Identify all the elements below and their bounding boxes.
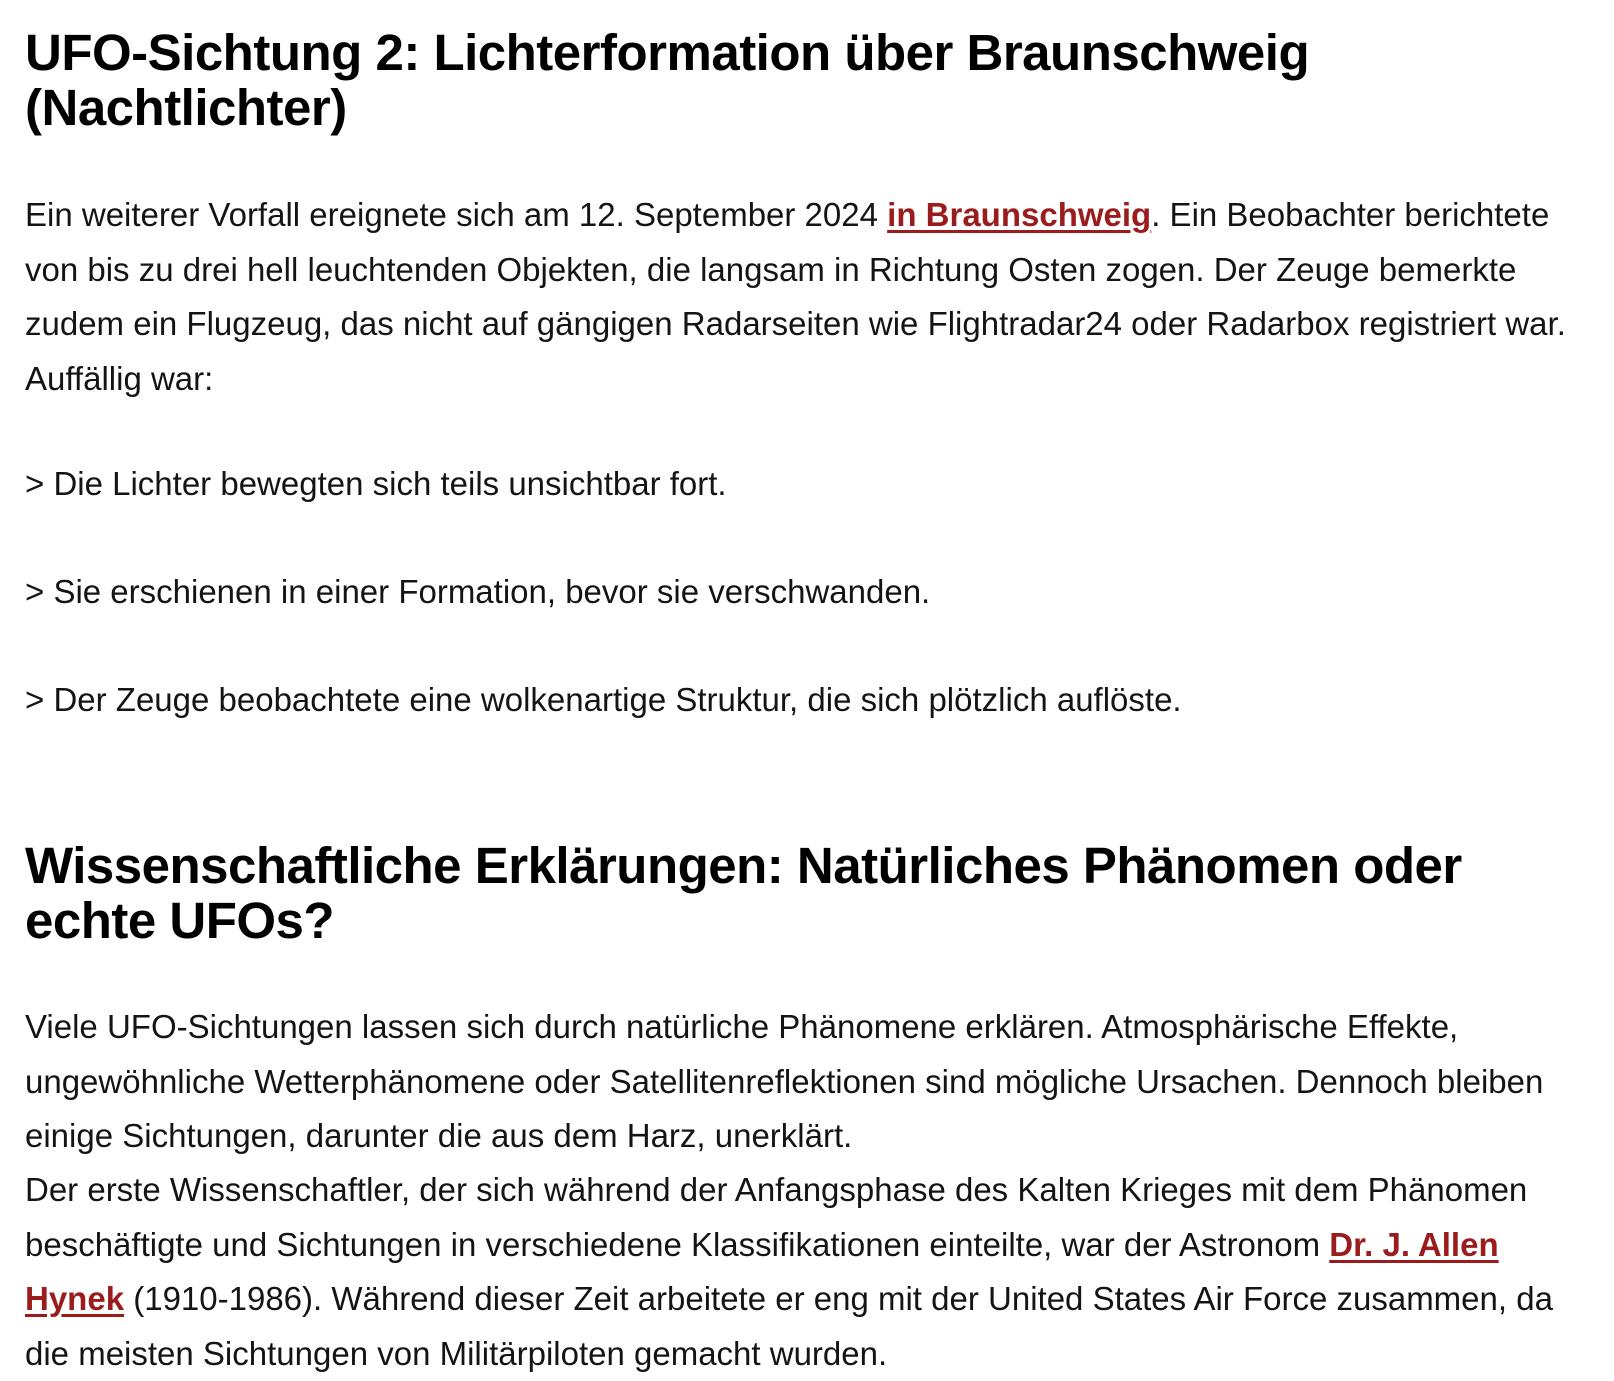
hynek-paragraph-text-after: (1910-1986). Während dieser Zeit arbeitete er eng mit der United States Air Force zusammen, da die meisten Sichtungen von Militärpiloten gemacht wurden. (25, 1280, 1553, 1372)
observation-quote-3: > Der Zeuge beobachtete eine wolkenartige Struktur, die sich plötzlich auflöste. (25, 681, 1182, 718)
hynek-paragraph-text-before: Der erste Wissenschaftler, der sich während der Anfangsphase des Kalten Krieges mit dem Phänomen beschäftigte und Sichtungen in verschiedene Klassifikationen einteilte, war der Astronom (25, 1171, 1528, 1263)
sighting-paragraph-text-after: . Ein Beobachter berichtete von bis zu drei hell leuchtenden Objekten, die langsam in Richtung Osten zogen. Der Zeuge bemerkte zudem ein Flugzeug, das nicht auf gängigen Radarseiten wie Flightradar24 oder Radarbox registriert war. Auffällig war: (25, 196, 1566, 397)
hynek-link[interactable]: Dr. J. Allen Hynek (25, 1225, 1499, 1317)
sighting-paragraph-text-before: Ein weiterer Vorfall ereignete sich am 12. September 2024 (25, 196, 888, 233)
observation-quote-1: > Die Lichter bewegten sich teils unsichtbar fort. (25, 465, 727, 502)
explanations-paragraph: Viele UFO-Sichtungen lassen sich durch natürliche Phänomene erklären. Atmosphärische Effekte, ungewöhnliche Wetterphänomene oder Satellitenreflektionen sind mögliche Ursachen. Dennoch bleiben einige Sichtungen, darunter die aus dem Harz, unerklärt. (25, 1008, 1544, 1154)
section-heading-ufo-sighting-2: UFO-Sichtung 2: Lichterformation über Braunschweig (Nachtlichter) (25, 24, 1310, 136)
observation-quote-2: > Sie erschienen in einer Formation, bevor sie verschwanden. (25, 573, 931, 610)
sighting-paragraph (25, 188, 1595, 406)
section-heading-scientific-explanations: Wissenschaftliche Erklärungen: Natürliches Phänomen oder echte UFOs? (25, 837, 1462, 949)
hynek-paragraph (25, 1163, 1595, 1381)
braunschweig-link[interactable]: in Braunschweig (887, 196, 1152, 233)
